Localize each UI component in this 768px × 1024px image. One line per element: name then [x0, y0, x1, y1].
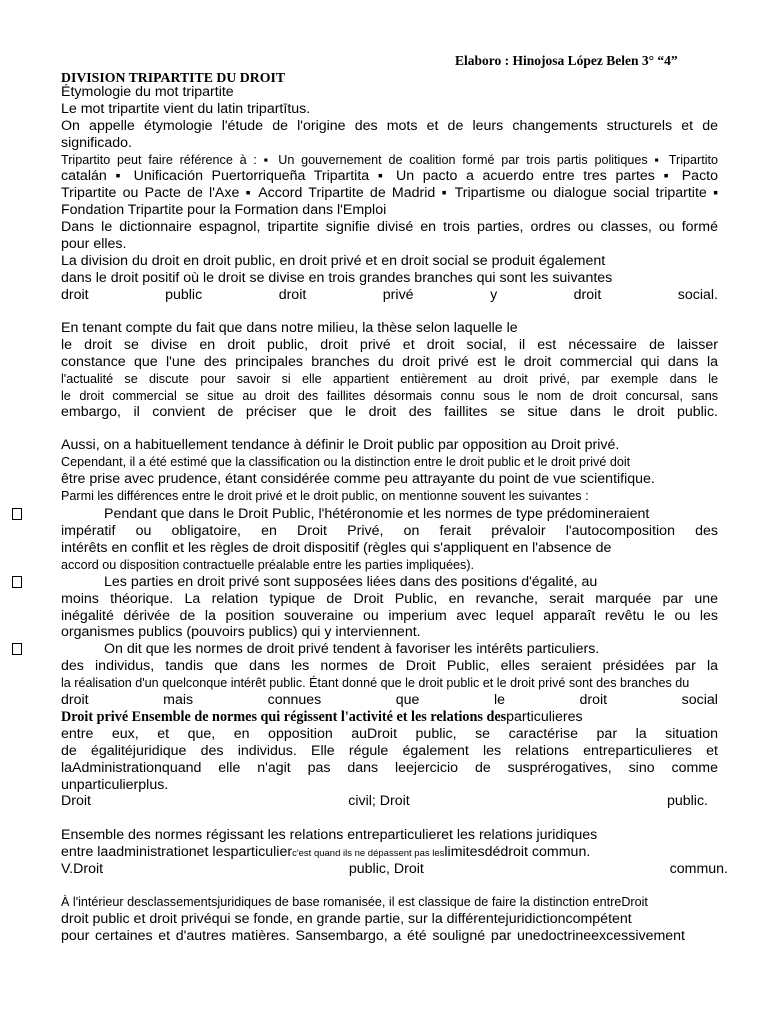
bullet-glyph	[12, 576, 22, 588]
text-line: dans le droit positif où le droit se divise en trois grandes branches qui sont les suivantes	[61, 270, 613, 286]
bullet-glyph	[12, 643, 22, 655]
spread-line-branches	[61, 287, 718, 304]
word: social.	[677, 287, 718, 303]
small-text-segment: c'est quand ils ne dépassent pas les	[292, 848, 445, 859]
text-line: À l'intérieur desclassementsjuridiques de base romanisée, il est classique de faire la distinction entreDroit	[61, 895, 648, 909]
text-line: Tripartite ou Pacte de l'Axe ▪ Accord Tripartite de Madrid ▪ Tripartisme ou dialogue social tripartite ▪	[61, 185, 718, 201]
text-line: le droit se divise en droit public, droit privé et droit social, il est nécessaire de laisser	[61, 337, 718, 353]
text-line: droit public et droit privéqui se fonde, en grande partie, sur la différentejuridictioncompétent	[61, 911, 632, 927]
text-line: inégalité dérivée de la position souveraine ou imperium avec lequel apparaît revêtu le ou les	[61, 608, 718, 624]
text-line: Parmi les différences entre le droit privé et le droit public, on mentionne souvent les suivantes :	[61, 489, 589, 503]
text-line: Ensemble des normes régissant les relations entreparticulieret les relations juridiques	[61, 827, 598, 843]
text-line: organismes publics (pouvoirs publics) qui y interviennent.	[61, 624, 421, 640]
text-segment: entre laadministrationet lesparticulier	[61, 844, 293, 860]
word: public, Droit	[348, 861, 424, 877]
text-line: pour elles.	[61, 236, 127, 252]
text-line: Les parties en droit privé sont supposées liées dans des positions d'égalité, au	[104, 574, 598, 590]
text-line: impératif ou obligatoire, en Droit Privé, on ferait prévaloir l'autocomposition des	[61, 523, 718, 539]
text-line: significado.	[61, 135, 132, 151]
word: civil; Droit	[348, 793, 410, 809]
word: y	[490, 287, 498, 303]
word: commun.	[669, 861, 728, 877]
word: que	[395, 692, 420, 708]
word: droit	[278, 287, 307, 303]
word: le	[493, 692, 505, 708]
author-header: Elaboro : Hinojosa López Belen 3° “4”	[455, 53, 678, 68]
text-line: En tenant compte du fait que dans notre milieu, la thèse selon laquelle le	[61, 320, 518, 336]
text-line: entre eux, et que, en opposition auDroit public, se caractérise par la situation	[61, 726, 718, 742]
text-line: de égalitéjuridique des individus. Elle régule également les relations entreparticulieres et	[61, 743, 718, 759]
text-line: Pendant que dans le Droit Public, l'hétéronomie et les normes de type prédomineraient	[104, 506, 650, 522]
bullet-glyph	[12, 508, 22, 520]
text-line: Étymologie du mot tripartite	[61, 84, 234, 100]
text-line: laAdministrationquand elle n'agit pas dans leejercicio de susprérogatives, sino comme	[61, 760, 718, 776]
text-segment: limitesdédroit commun.	[444, 844, 591, 860]
text-line: On appelle étymologie l'étude de l'origine des mots et de leurs changements structurels et de	[61, 118, 718, 134]
word: droit	[61, 287, 89, 303]
text-line: le droit commercial se situe au droit des faillites désormais connu sous le nom de droit concursal, sans	[61, 389, 718, 403]
spread-line-connues	[61, 692, 718, 709]
word: public	[165, 287, 203, 303]
word: privé	[382, 287, 414, 303]
word: droit	[579, 692, 608, 708]
spread-line-commun	[61, 861, 728, 878]
spread-line-civil	[61, 793, 708, 810]
word: mais	[163, 692, 194, 708]
text-line: Dans le dictionnaire espagnol, tripartite signifie divisé en trois parties, ordres ou classes, ou formé	[61, 219, 718, 235]
text-line: embargo, il convient de préciser que le droit des faillites se situe dans le droit public.	[61, 404, 718, 420]
text-line: constance que l'une des principales branches du droit privé est le droit commercial qui dans la	[61, 354, 718, 370]
text-line: des individus, tandis que dans les normes de Droit Public, elles seraient présidées par la	[61, 658, 718, 674]
text-line: Aussi, on a habituellement tendance à définir le Droit public par opposition au Droit privé.	[61, 437, 620, 453]
text-line: catalán ▪ Unificación Puertorriqueña Tripartita ▪ Un pacto a acuerdo entre tres partes ▪ Pacto	[61, 168, 718, 184]
text-line: intérêts en conflit et les règles de droit dispositif (règles qui s'appliquent en l'absence de	[61, 540, 612, 556]
word: Droit	[61, 793, 91, 809]
text-line: Cependant, il a été estimé que la classification ou la distinction entre le droit public et le droit privé doit	[61, 455, 631, 469]
text-line: Le mot tripartite vient du latin tripartītus.	[61, 101, 311, 117]
entre-line	[61, 844, 718, 862]
bold-definition-text: Droit privé Ensemble de normes qui régissent l'activité et les relations des	[61, 709, 507, 725]
word: public.	[666, 793, 708, 809]
definition-tail: particulieres	[506, 709, 583, 725]
text-line: Fondation Tripartite pour la Formation dans l'Emploi	[61, 202, 387, 218]
text-line: La division du droit en droit public, en droit privé et en droit social se produit également	[61, 253, 606, 269]
text-line: la réalisation d'un quelconque intérêt public. Étant donné que le droit public et le droit privé sont des branches du	[61, 676, 690, 690]
word: droit	[573, 287, 602, 303]
text-line: être prise avec prudence, étant considérée comme peu attrayante du point de vue scientifique.	[61, 471, 655, 487]
document-title: DIVISION TRIPARTITE DU DROIT	[61, 70, 286, 85]
word: V.Droit	[61, 861, 104, 877]
word: social	[681, 692, 718, 708]
text-line: moins théorique. La relation typique de Droit Public, en revanche, serait marquée par une	[61, 591, 718, 607]
text-line: l'actualité se discute pour savoir si elle appartient entièrement au droit privé, par exemple dans le	[61, 372, 718, 386]
word: connues	[267, 692, 322, 708]
text-line: pour certaines et d'autres matières. Sansembargo, a été souligné par unedoctrineexcessivement	[61, 928, 685, 944]
text-line: accord ou disposition contractuelle préalable entre les parties impliquées).	[61, 558, 475, 572]
droit-prive-definition-line	[61, 709, 718, 726]
word: droit	[61, 692, 89, 708]
text-line: Tripartito peut faire référence à : ▪ Un gouvernement de coalition formé par trois partis politiques ▪ Tripartito	[61, 153, 718, 167]
text-line: unparticulierplus.	[61, 777, 169, 793]
text-line: On dit que les normes de droit privé tendent à favoriser les intérêts particuliers.	[104, 641, 600, 657]
